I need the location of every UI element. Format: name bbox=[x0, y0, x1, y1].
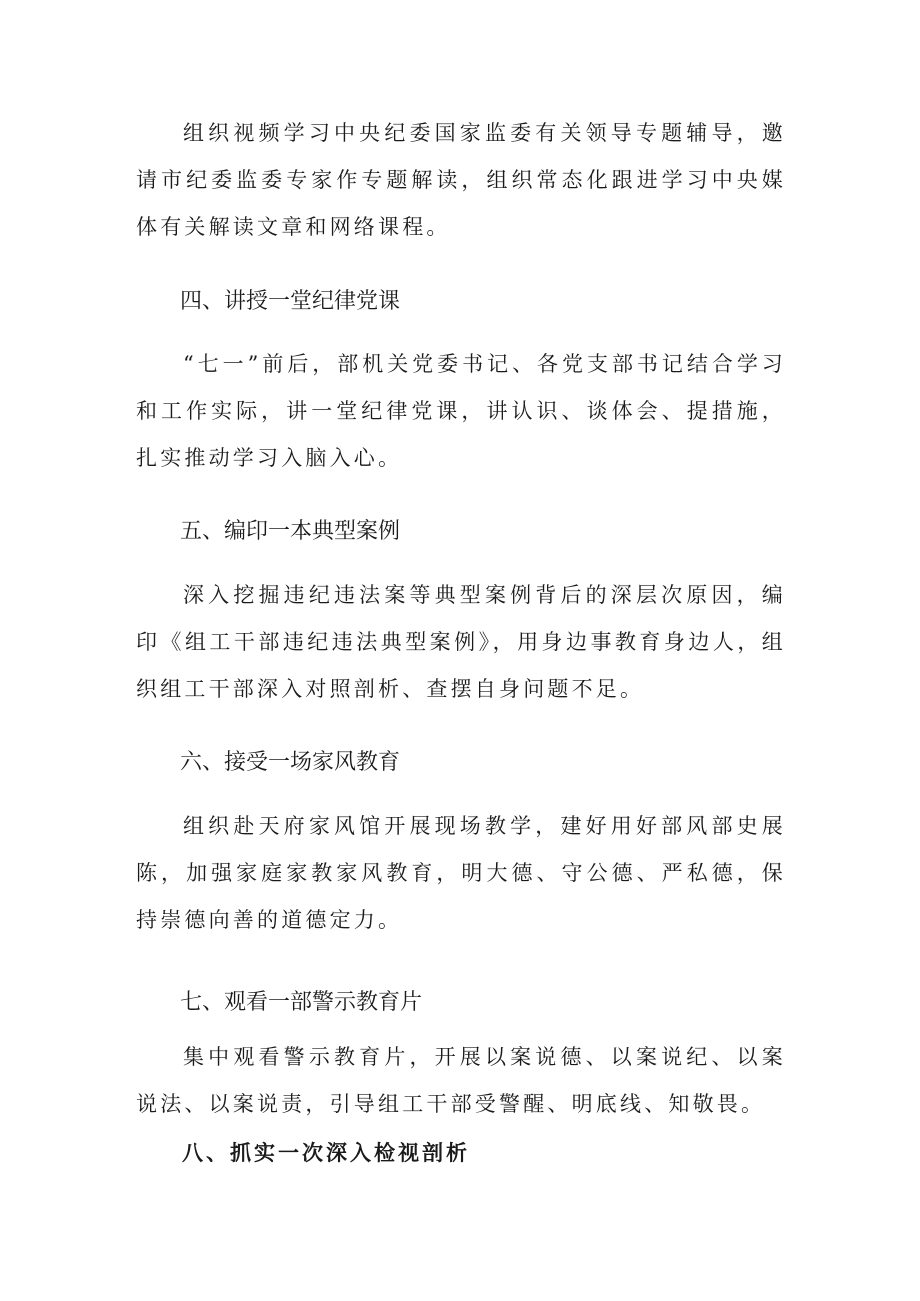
paragraph-typical-cases: 深入挖掘违纪违法案等典型案例背后的深层次原因，编印《组工干部违纪违法典型案例》，用身边事教育身边人，组织组工干部深入对照剖析、查摆自身问题不足。 bbox=[136, 583, 786, 701]
heading-section-8: 八、抓实一次深入检视剖析 bbox=[182, 1140, 470, 1165]
heading-section-4: 四、讲授一堂纪律党课 bbox=[180, 289, 401, 314]
heading-section-6: 六、接受一场家风教育 bbox=[180, 750, 401, 775]
paragraph-warning-film: 集中观看警示教育片，开展以案说德、以案说纪、以案说法、以案说责，引导组工干部受警醒、明底线、知敬畏。 bbox=[136, 1045, 786, 1116]
paragraph-party-lecture: “七一”前后，部机关党委书记、各党支部书记结合学习和工作实际，讲一堂纪律党课，讲认识、谈体会、提措施，扎实推动学习入脑入心。 bbox=[136, 352, 786, 470]
heading-section-7: 七、观看一部警示教育片 bbox=[180, 990, 423, 1015]
paragraph-video-study: 组织视频学习中央纪委国家监委有关领导专题辅导，邀请市纪委监委专家作专题解读，组织常态化跟进学习中央媒体有关解读文章和网络课程。 bbox=[136, 121, 786, 239]
heading-section-5: 五、编印一本典型案例 bbox=[180, 519, 401, 544]
paragraph-family-education: 组织赴天府家风馆开展现场教学，建好用好部风部史展陈，加强家庭家教家风教育，明大德、守公德、严私德，保持崇德向善的道德定力。 bbox=[136, 814, 786, 932]
